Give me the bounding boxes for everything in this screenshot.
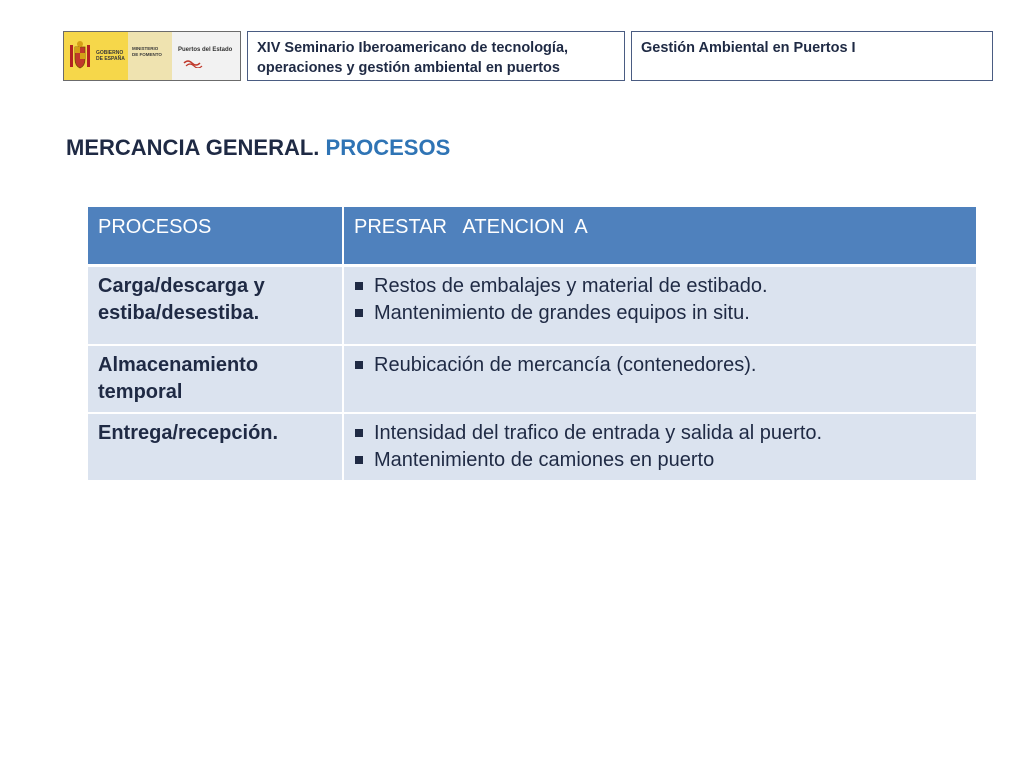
seminar-title: XIV Seminario Iberoamericano de tecnología, operaciones y gestión ambiental en puertos xyxy=(257,40,569,76)
proceso-cell: Carga/descarga y estiba/desestiba. xyxy=(88,267,344,346)
bullet-square-icon xyxy=(355,361,363,369)
institution-logo xyxy=(63,31,241,81)
table-row xyxy=(88,414,976,482)
table-row xyxy=(88,267,976,346)
header-procesos: PROCESOS xyxy=(88,207,344,267)
list-item xyxy=(354,273,966,300)
list-item xyxy=(354,447,966,474)
list-item-text: Reubicación de mercancía (contenedores). xyxy=(374,354,757,376)
gobierno-line: GOBIERNO xyxy=(96,50,124,56)
puertos-wave-icon xyxy=(182,58,222,68)
table-row xyxy=(88,346,976,414)
proceso-cell: Almacenamiento temporal xyxy=(88,346,344,414)
slide-title xyxy=(66,135,450,161)
seminar-title-box xyxy=(247,31,625,81)
atencion-cell xyxy=(344,346,976,414)
list-item-text: Mantenimiento de camiones en puerto xyxy=(374,449,715,471)
atencion-cell xyxy=(344,414,976,482)
session-title-box xyxy=(631,31,993,81)
bullet-square-icon xyxy=(355,282,363,290)
atencion-cell xyxy=(344,267,976,346)
bullet-square-icon xyxy=(355,456,363,464)
session-title: Gestión Ambiental en Puertos I xyxy=(641,40,856,56)
gobierno-text xyxy=(96,50,125,62)
proceso-cell: Entrega/recepción. xyxy=(88,414,344,482)
ministerio-line: DE FOMENTO xyxy=(132,52,162,57)
ministerio-text xyxy=(128,32,172,80)
list-item-text: Restos de embalajes y material de estibado. xyxy=(374,275,768,297)
bullet-square-icon xyxy=(355,429,363,437)
list-item-text: Mantenimiento de grandes equipos in situ. xyxy=(374,302,750,324)
list-item xyxy=(354,352,966,379)
procesos-table xyxy=(88,207,976,482)
slide-title-accent: PROCESOS xyxy=(325,135,451,160)
slide-title-main: MERCANCIA GENERAL. xyxy=(66,135,320,160)
list-item-text: Intensidad del trafico de entrada y salida al puerto. xyxy=(374,422,823,444)
atencion-list xyxy=(354,420,966,474)
ministerio-line: MINISTERIO xyxy=(132,46,159,51)
header-prestar-atencion: PRESTAR ATENCION A xyxy=(344,207,976,267)
table-header-row xyxy=(88,207,976,267)
puertos-text: Puertos del Estado xyxy=(178,47,233,53)
atencion-list xyxy=(354,273,966,327)
atencion-list xyxy=(354,352,966,379)
gobierno-line: DE ESPAÑA xyxy=(96,56,125,62)
list-item xyxy=(354,420,966,447)
bullet-square-icon xyxy=(355,309,363,317)
spain-coat-of-arms-icon xyxy=(67,39,93,73)
puertos-logo xyxy=(172,32,240,80)
gobierno-logo xyxy=(64,32,128,80)
list-item xyxy=(354,300,966,327)
